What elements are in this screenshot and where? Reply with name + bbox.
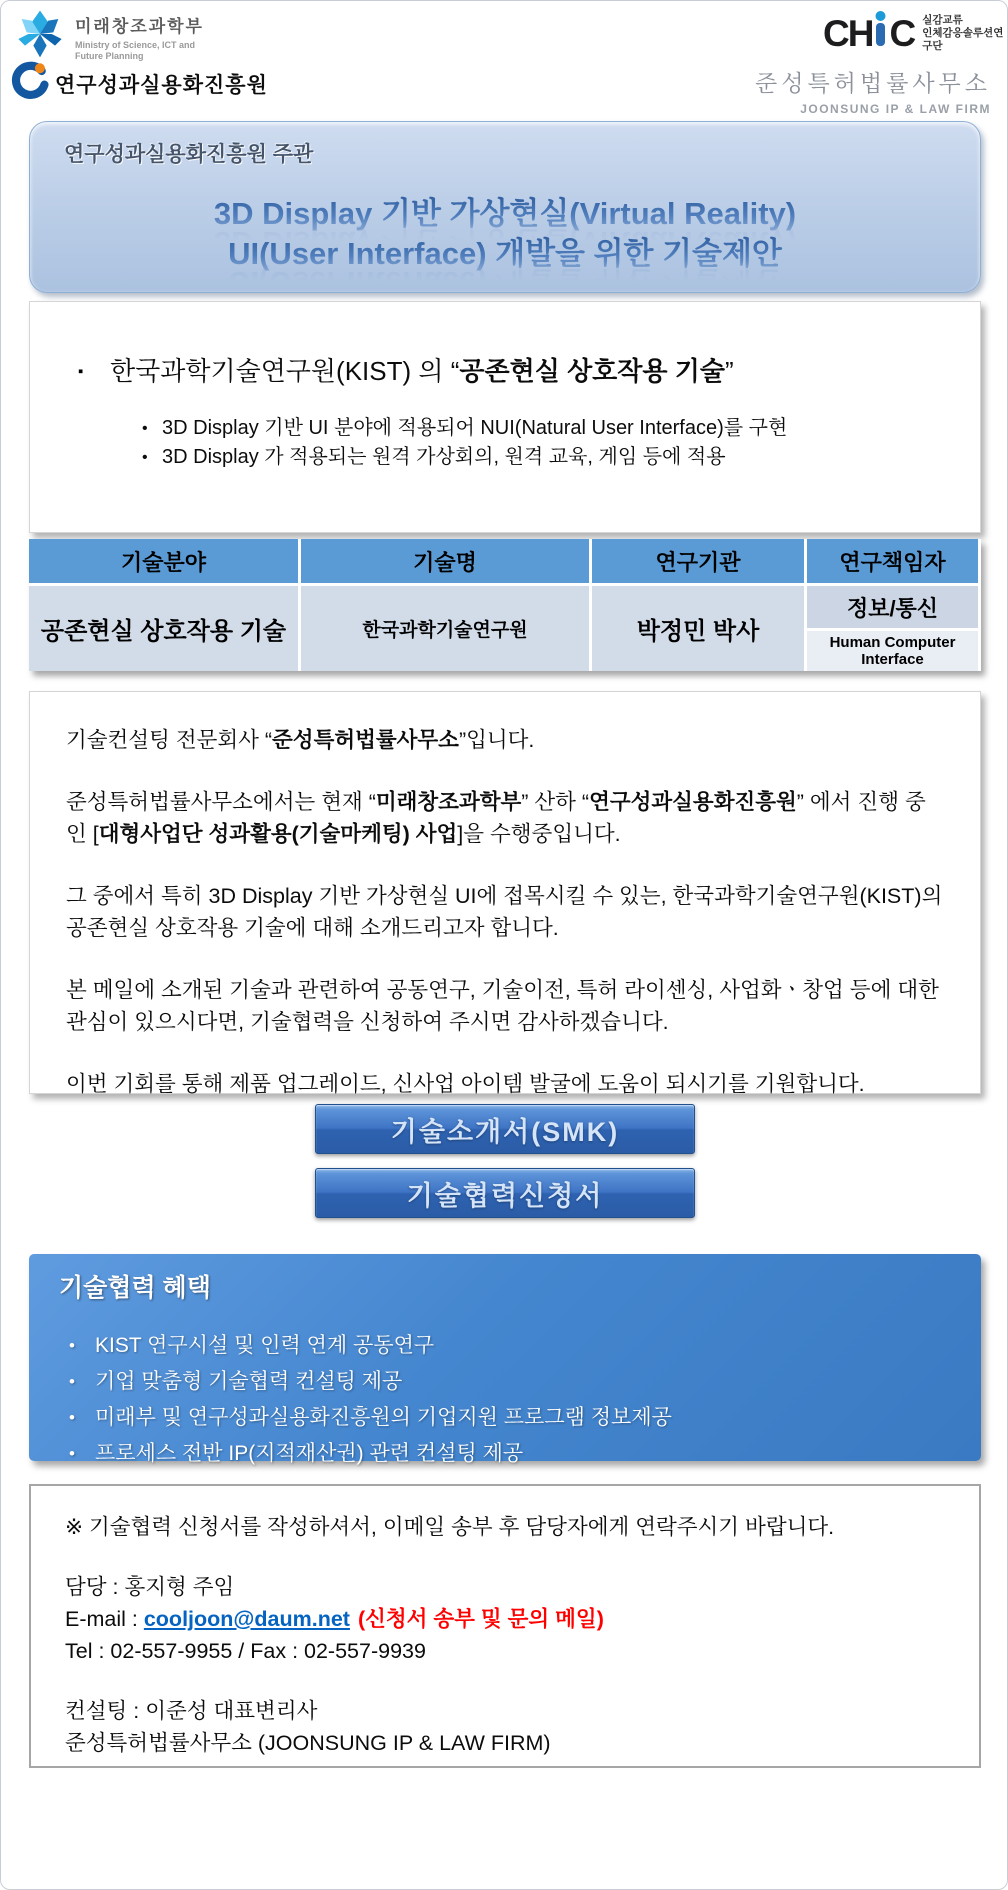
intro-sub-bullet: • 3D Display 기반 UI 분야에 적용되어 NUI(Natural User Interface)를 구현 [136,414,934,443]
intro-bullet: ▪ 한국과학기술연구원(KIST) 의 “공존현실 상호작용 기술” [76,354,934,388]
email-note: (신청서 송부 및 문의 메일) [357,1607,604,1631]
table-cell-researcher: 박정민 박사 [592,586,804,671]
table-cell-tech-name: 공존현실 상호작용 기술 [29,586,298,671]
benefits-title: 기술협력 혜택 [59,1274,211,1302]
law-firm-logo [755,65,991,116]
contact-firm: 준성특허법률사무소 (JOONSUNG IP & LAW FIRM) [65,1731,551,1755]
ministry-subtitle: Ministry of Science, ICT and Future Planning [75,39,196,61]
contact-consultant: 컨설팅 : 이준성 대표변리사 [65,1699,318,1723]
agency-name: 연구성과실용화진흥원 [55,73,268,97]
ministry-logo-icon [15,9,65,64]
agency-logo [9,61,268,106]
contact-notice: ※ 기술협력 신청서를 작성하셔서, 이메일 송부 후 담당자에게 연락주시기 바랍니다. [65,1515,835,1539]
benefit-item: • KIST 연구시설 및 인력 연계 공동연구 [59,1328,951,1364]
contact-tel-fax: Tel : 02-557-9955 / Fax : 02-557-9939 [65,1639,426,1663]
law-firm-name: 준성특허법률사무소 [755,70,991,96]
law-firm-name-en: JOONSUNG IP & LAW FIRM [800,102,991,116]
agency-logo-icon [9,61,49,106]
ministry-name: 미래창조과학부 [75,16,204,36]
paragraph-5: 이번 기회를 통해 제품 업그레이드, 신사업 아이템 발굴에 도움이 되시기를 기원합니다. [66,1072,865,1096]
chic-wordmark: CH C [823,11,914,56]
paragraph-1: 기술컨설팅 전문회사 “준성특허법률사무소”입니다. [66,728,535,752]
benefit-item: • 프로세스 전반 IP(지적재산권) 관련 컨설팅 제공 [59,1436,951,1472]
intro-box [29,301,981,533]
smk-document-button[interactable]: 기술소개서(SMK) [315,1104,695,1154]
intro-sub-bullet: • 3D Display 가 적용되는 원격 가상회의, 원격 교육, 게임 등에 적용 [136,443,934,472]
table-header-field: 기술분야 [29,539,298,583]
table-header-tech-name: 기술명 [301,539,589,583]
banner-organizer: 연구성과실용화진흥원 주관 [64,143,314,166]
contact-box [29,1484,981,1768]
contact-email-line [65,1604,945,1634]
table-cell-institute: 한국과학기술연구원 [301,586,589,671]
chic-logo [823,11,1007,56]
technology-table [29,539,981,671]
cooperation-request-button[interactable]: 기술협력신청서 [315,1168,695,1218]
banner-title [64,194,946,274]
table-cell-subcategory: Human Computer Interface [807,631,978,671]
banner-title-line1: 3D Display 기반 가상현실(Virtual Reality) [64,194,946,234]
benefits-list [59,1328,951,1472]
benefit-item: • 미래부 및 연구성과실용화진흥원의 기업지원 프로그램 정보제공 [59,1400,951,1436]
chic-person-icon [873,11,888,56]
title-banner [29,121,981,293]
email-label: E-mail : [65,1607,144,1631]
chic-research-group-label: 실감교류 인체감응솔루션연구단 [922,14,1004,52]
intro-sub-bullets [136,414,934,472]
benefits-box [29,1254,981,1465]
benefit-item: • 기업 맞춤형 기술협력 컨설팅 제공 [59,1364,951,1400]
table-header-institute: 연구기관 [592,539,804,583]
email-link[interactable]: cooljoon@daum.net [143,1607,350,1631]
body-text-box [29,691,981,1094]
paragraph-3: 그 중에서 특히 3D Display 기반 가상현실 UI에 접목시킬 수 있는, 한국과학기술연구원(KIST)의 공존현실 상호작용 기술에 대해 소개드리고자 합니다. [66,884,943,940]
table-header-researcher: 연구책임자 [807,539,978,583]
table-cell-category: 정보/통신 [807,586,978,628]
banner-title-line2: UI(User Interface) 개발을 위한 기술제안 [64,234,946,274]
contact-manager: 담당 : 홍지형 주임 [65,1575,235,1599]
paragraph-4: 본 메일에 소개된 기술과 관련하여 공동연구, 기술이전, 특허 라이센싱, 사업화ㆍ창업 등에 대한 관심이 있으시다면, 기술협력을 신청하여 주시면 감사하겠습니다. [66,978,939,1034]
paragraph-2: 준성특허법률사무소에서는 현재 “미래창조과학부” 산하 “연구성과실용화진흥원” 에서 진행 중인 [대형사업단 성과활용(기술마케팅) 사업]을 수행중입니다. [66,790,926,846]
ministry-logo [15,9,204,64]
